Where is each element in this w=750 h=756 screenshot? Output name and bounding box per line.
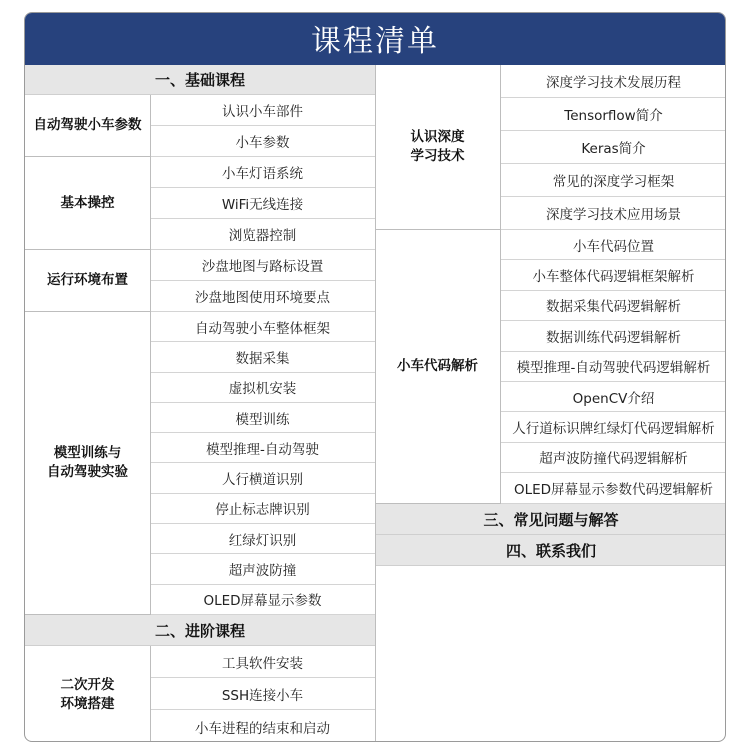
column-divider — [150, 646, 151, 742]
list-item: 超声波防撞代码逻辑解析 — [500, 443, 726, 473]
list-item: 小车整体代码逻辑框架解析 — [500, 260, 726, 290]
category-dev-env: 二次开发 环境搭建 — [60, 676, 115, 712]
course-list-card — [24, 12, 726, 742]
column-divider-center — [375, 65, 376, 742]
list-item: 自动驾驶小车整体框架 — [150, 312, 375, 342]
list-item: 浏览器控制 — [150, 219, 375, 250]
section-basic-courses: 一、基础课程 — [25, 65, 375, 95]
list-item: Tensorflow简介 — [500, 98, 726, 131]
list-item: WiFi无线连接 — [150, 188, 375, 219]
category-model-training: 模型训练与 自动驾驶实验 — [25, 312, 150, 615]
category-basic-control: 基本操控 — [25, 157, 150, 250]
list-item: 人行道标识牌红绿灯代码逻辑解析 — [500, 412, 726, 442]
list-item: 虚拟机安装 — [150, 373, 375, 403]
list-item: 模型训练 — [150, 403, 375, 433]
category-runtime-env: 运行环境布置 — [25, 250, 150, 312]
list-item: OpenCV介绍 — [500, 382, 726, 412]
section-advanced-courses: 二、进阶课程 — [25, 615, 375, 646]
column-divider — [500, 65, 501, 504]
list-item: 小车灯语系统 — [150, 157, 375, 188]
list-item: OLED屏幕显示参数 — [150, 585, 375, 615]
list-item: 认识小车部件 — [150, 95, 375, 126]
list-item: Keras简介 — [500, 131, 726, 164]
list-item: OLED屏幕显示参数代码逻辑解析 — [500, 473, 726, 504]
list-item: 超声波防撞 — [150, 554, 375, 584]
section-faq: 三、常见问题与解答 — [375, 504, 726, 535]
list-item: 深度学习技术发展历程 — [500, 65, 726, 98]
list-item: 模型推理-自动驾驶代码逻辑解析 — [500, 352, 726, 382]
category-code-analysis: 小车代码解析 — [375, 230, 500, 504]
list-item: 数据采集代码逻辑解析 — [500, 291, 726, 321]
list-item: 人行横道识别 — [150, 464, 375, 494]
list-item: 工具软件安装 — [150, 646, 375, 678]
category-auto-car-params: 自动驾驶小车参数 — [25, 95, 150, 157]
page-title: 课程清单 — [25, 13, 725, 65]
category-deep-learning: 认识深度 学习技术 — [375, 65, 500, 230]
list-item: 小车进程的结束和启动 — [195, 720, 330, 737]
list-item: 沙盘地图使用环境要点 — [150, 281, 375, 312]
list-item: 常见的深度学习框架 — [500, 164, 726, 197]
list-item: 小车参数 — [150, 126, 375, 157]
list-item: 深度学习技术应用场景 — [500, 197, 726, 230]
list-item: 沙盘地图与路标设置 — [150, 250, 375, 281]
column-divider — [150, 95, 151, 615]
list-item: 模型推理-自动驾驶 — [150, 433, 375, 463]
list-item: 数据采集 — [150, 342, 375, 372]
list-item: 停止标志牌识别 — [150, 494, 375, 524]
section-contact-us: 四、联系我们 — [375, 535, 726, 566]
list-item: 数据训练代码逻辑解析 — [500, 321, 726, 351]
list-item: 红绿灯识别 — [150, 524, 375, 554]
list-item: SSH连接小车 — [150, 678, 375, 710]
list-item: 小车代码位置 — [500, 230, 726, 260]
